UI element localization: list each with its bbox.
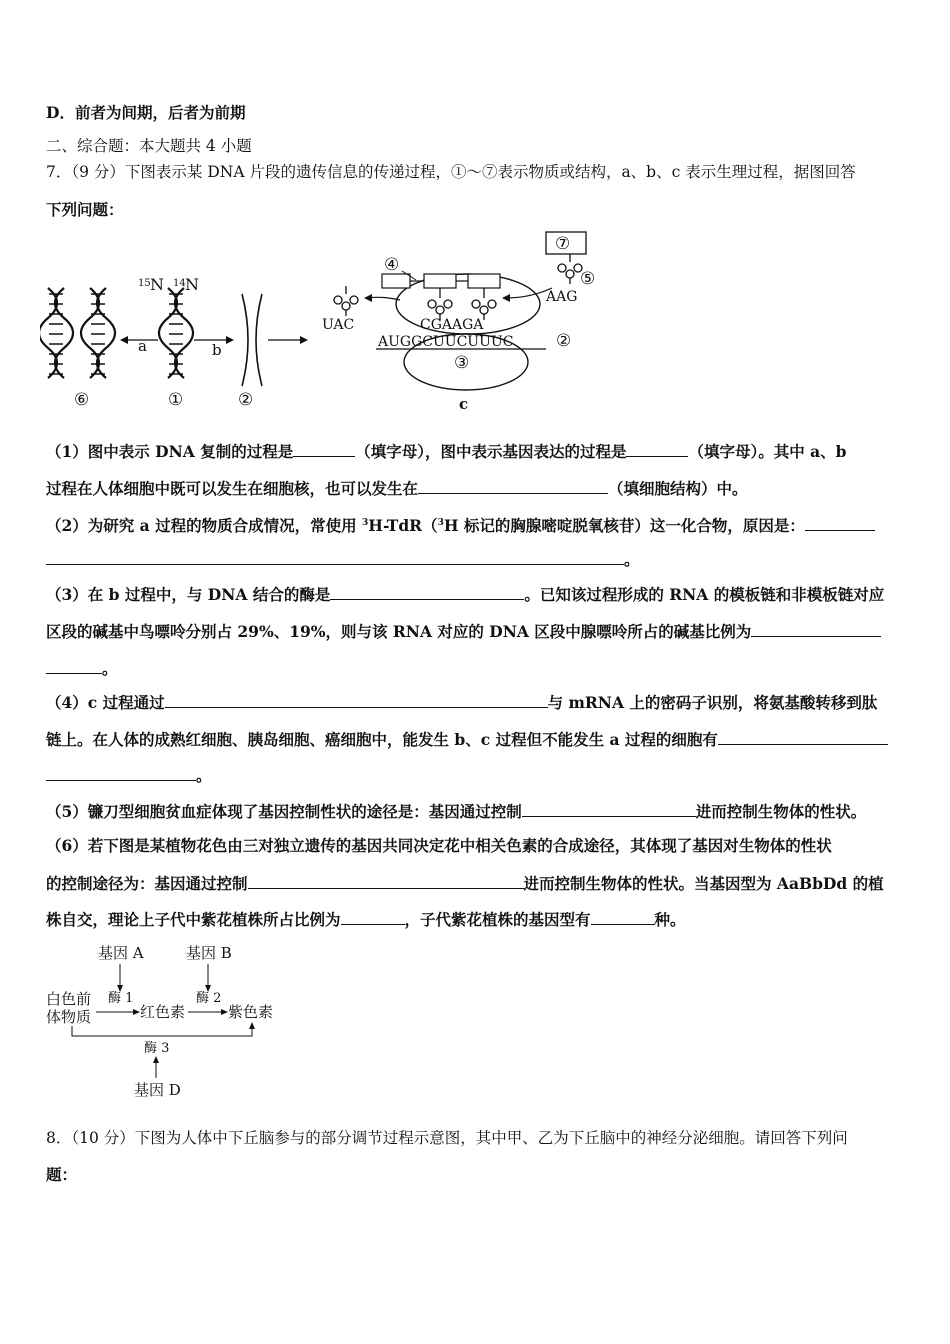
mrna-curve: [256, 294, 262, 386]
q7-part2-end: 。: [624, 550, 640, 569]
enzyme-3-bracket: [72, 1026, 252, 1036]
answer-blank-1c[interactable]: [418, 478, 608, 494]
q7-part6-text-b: 进而控制生物体的性状。当基因型为 AaBbDd 的植: [523, 874, 884, 893]
label-14n-mass: 14: [173, 278, 186, 289]
q7-part5-text-b: 进而控制生物体的性状。: [695, 802, 867, 821]
q7-part6-line3: [46, 909, 686, 930]
arrow-leaving-trna: [368, 297, 400, 300]
q7-part4-line3: [46, 765, 212, 786]
q7-part6-text-d: ，子代紫花植株的基因型有: [404, 910, 591, 929]
answer-blank-4c[interactable]: [46, 765, 196, 781]
q7-part1-text-e: （填细胞结构）中。: [608, 479, 748, 498]
label-uac: UAC: [322, 317, 355, 333]
label-circle-1: ①: [168, 390, 184, 410]
arrow-a-head: [120, 336, 128, 344]
q7-part2-line2: [46, 549, 640, 570]
label-circle-5: ⑤: [580, 269, 596, 289]
label-circle-3: ③: [454, 353, 470, 373]
polypeptide-box-1: [382, 274, 410, 288]
q7-part1-text-b: （填字母），图中表示基因表达的过程是: [355, 442, 627, 461]
q7-part6-text-a: 的控制途径为：基因通过控制: [46, 874, 248, 893]
answer-blank-1a[interactable]: [293, 441, 355, 457]
arrow-b-head: [226, 336, 234, 344]
enzyme-3-label: 酶 3: [144, 1041, 170, 1056]
q7-part6-text-e: 种。: [654, 910, 686, 929]
q7-part3-line2: [46, 621, 881, 642]
label-circle-4: ④: [384, 255, 400, 275]
label-14n-symbol: N: [185, 275, 199, 294]
dna-helix-6a: [40, 288, 73, 378]
q7-part1-text-c: （填字母）。其中 a、b: [688, 442, 847, 461]
label-circle-2-left: ②: [238, 390, 254, 410]
polypeptide-box-3: [468, 274, 500, 288]
q7-part5: [46, 801, 866, 822]
gene-b-label: 基因 B: [186, 944, 232, 962]
q7-part3-line3: [46, 658, 118, 679]
q8-stem-line2: 题：: [46, 1165, 78, 1184]
strand-left-curve: [242, 294, 248, 386]
q7-part3-text-b: 。已知该过程形成的 RNA 的模板链和非模板链对应: [524, 585, 885, 604]
label-c: c: [459, 395, 469, 413]
trna-in-ribosome-1: [428, 288, 452, 320]
q8-stem-line1: 8．（10 分）下图为人体中下丘脑参与的部分调节过程示意图，其中甲、乙为下丘脑中的神经分泌细胞。请回答下列问: [46, 1129, 848, 1147]
answer-blank-6a[interactable]: [248, 873, 524, 889]
answer-blank-6c[interactable]: [591, 909, 655, 925]
gene-d-label: 基因 D: [134, 1081, 181, 1098]
q7-part2-sup1: 3: [362, 518, 369, 528]
q7-part2-sup2: 3: [437, 518, 444, 528]
figure-dna-gene-expression: [40, 228, 620, 418]
q7-part1-text-d: 过程在人体细胞中既可以发生在细胞核，也可以发生在: [46, 479, 419, 498]
dna-helix-1: [159, 288, 193, 378]
label-a: a: [138, 337, 147, 355]
answer-blank-6b[interactable]: [341, 909, 405, 925]
label-circle-6: ⑥: [74, 390, 90, 410]
white-precursor-line1: 白色前: [46, 990, 92, 1008]
label-circle-7: ⑦: [555, 234, 571, 254]
q7-part4-text-a: （4）c 过程通过: [46, 693, 165, 712]
figure-pigment-pathway: [44, 938, 294, 1098]
q7-part4-text-b: 与 mRNA 上的密码子识别，将氨基酸转移到肽: [547, 693, 878, 712]
label-aag: AAG: [546, 289, 578, 305]
option-d: D．前者为间期，后者为前期: [46, 103, 246, 122]
q7-part4-line2: [46, 729, 888, 750]
label-circle-2-right: ②: [556, 331, 572, 351]
q7-part1-line2: [46, 478, 748, 499]
answer-blank-1b[interactable]: [626, 441, 688, 457]
q7-part3-end: 。: [102, 659, 118, 678]
trna-incoming: [558, 254, 582, 284]
answer-blank-5[interactable]: [522, 801, 696, 817]
q7-part6-line2: [46, 873, 884, 894]
label-mrna-sequence: AUGGCUUCUUUC: [378, 334, 514, 350]
q7-part6-text-c: 株自交，理论上子代中紫花植株所占比例为: [46, 910, 341, 929]
q7-stem-line1: 7．（9 分）下图表示某 DNA 片段的遗传信息的传递过程，①～⑦表示物质或结构，a、b、c 表示生理过程，据图回答: [46, 163, 856, 181]
white-precursor-line2: 体物质: [46, 1008, 92, 1026]
q7-part6-line1: （6）若下图是某植物花色由三对独立遗传的基因共同决定花中相关色素的合成途径，其体现了基因对生物体的性状: [46, 836, 832, 855]
q7-part1-text-a: （1）图中表示 DNA 复制的过程是: [46, 442, 294, 461]
q7-stem-line2: 下列问题：: [46, 200, 124, 219]
trna-leaving: [334, 286, 358, 316]
q7-part2-text-c: H 标记的胸腺嘧啶脱氧核苷）这一化合物，原因是：: [443, 516, 805, 536]
red-pigment-label: 红色素: [140, 1003, 186, 1021]
q7-part3-text-a: （3）在 b 过程中，与 DNA 结合的酶是: [46, 585, 331, 604]
answer-blank-3b[interactable]: [751, 621, 881, 637]
answer-blank-3c[interactable]: [46, 658, 102, 674]
q7-part4-text-c: 链上。在人体的成熟红细胞、胰岛细胞、癌细胞中，能发生 b、c 过程但不能发生 a 过程的细胞有: [46, 730, 718, 749]
q7-part4-end: 。: [196, 766, 212, 785]
q7-part2-text-b: H-TdR（: [368, 516, 438, 536]
answer-blank-2a[interactable]: [805, 515, 875, 531]
enzyme-1-label: 酶 1: [108, 991, 134, 1006]
answer-blank-2b[interactable]: [46, 549, 624, 565]
q7-part1-line1: [46, 441, 847, 462]
purple-pigment-label: 紫色素: [228, 1003, 274, 1021]
polypeptide-box-2: [424, 274, 456, 288]
q7-part2-line1: [46, 513, 875, 536]
trna-in-ribosome-2: [472, 288, 496, 320]
q7-part5-text-a: （5）镰刀型细胞贫血症体现了基因控制性状的途径是：基因通过控制: [46, 802, 522, 821]
label-15n-symbol: N: [150, 275, 164, 294]
q7-part3-line1: [46, 584, 884, 605]
label-15n-mass: 15: [138, 278, 151, 289]
q7-part4-line1: [46, 692, 877, 713]
q7-part2-text-a: （2）为研究 a 过程的物质合成情况，常使用: [46, 516, 363, 536]
answer-blank-3a[interactable]: [330, 584, 524, 600]
arrow-to-translation-head: [300, 336, 308, 344]
answer-blank-4b[interactable]: [718, 729, 888, 745]
answer-blank-4a[interactable]: [165, 692, 548, 708]
enzyme-2-label: 酶 2: [196, 991, 222, 1006]
label-b: b: [212, 341, 222, 359]
label-cgaaga: CGAAGA: [420, 317, 484, 333]
dna-helix-6b: [81, 288, 115, 378]
gene-a-label: 基因 A: [98, 944, 144, 962]
section-two-heading: 二、综合题：本大题共 4 小题: [46, 137, 252, 155]
q7-part3-text-c: 区段的碱基中鸟嘌呤分别占 29%、19%，则与该 RNA 对应的 DNA 区段中腺嘌呤所占的碱基比例为: [46, 622, 752, 641]
